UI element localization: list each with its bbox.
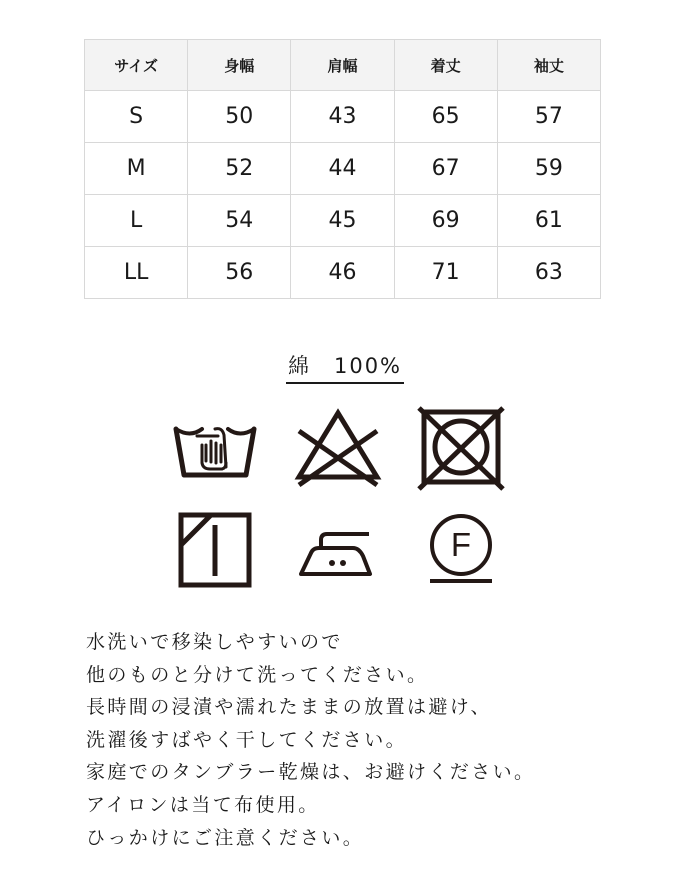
note-line: 長時間の浸漬や濡れたままの放置は避け、 [86, 696, 492, 719]
care-notes [86, 626, 646, 854]
table-cell: 65 [394, 91, 497, 143]
no-tumble-dry-icon [416, 405, 506, 495]
dry-clean-f-icon [416, 508, 506, 598]
header-length: 着丈 [394, 40, 497, 91]
note-line: 洗濯後すばやく干してください。 [86, 728, 408, 751]
note-line: アイロンは当て布使用。 [86, 793, 320, 816]
material-text: 綿 100% [286, 350, 404, 384]
table-cell: 50 [188, 91, 291, 143]
table-cell: 61 [497, 195, 600, 247]
table-cell: 57 [497, 91, 600, 143]
material-label [0, 350, 690, 384]
table-cell: 44 [291, 143, 394, 195]
size-table-header-row [85, 40, 601, 91]
table-row [85, 143, 601, 195]
header-body-width: 身幅 [188, 40, 291, 91]
table-cell: M [85, 143, 188, 195]
hand-wash-icon [170, 405, 260, 495]
header-sleeve-length: 袖丈 [497, 40, 600, 91]
table-row [85, 195, 601, 247]
table-cell: 67 [394, 143, 497, 195]
table-cell: 54 [188, 195, 291, 247]
size-table [84, 39, 601, 299]
table-cell: 46 [291, 247, 394, 299]
dry-clean-letter: F [450, 526, 472, 563]
table-cell: 52 [188, 143, 291, 195]
table-cell: 59 [497, 143, 600, 195]
table-cell: 56 [188, 247, 291, 299]
table-cell: 63 [497, 247, 600, 299]
table-cell: 71 [394, 247, 497, 299]
note-line: 家庭でのタンブラー乾燥は、お避けください。 [86, 761, 536, 784]
header-size: サイズ [85, 40, 188, 91]
table-cell: L [85, 195, 188, 247]
table-cell: 69 [394, 195, 497, 247]
iron-medium-icon [293, 508, 383, 598]
table-cell: 43 [291, 91, 394, 143]
table-row [85, 247, 601, 299]
table-cell: S [85, 91, 188, 143]
table-row [85, 91, 601, 143]
no-bleach-icon [293, 405, 383, 495]
header-shoulder-width: 肩幅 [291, 40, 394, 91]
table-cell: LL [85, 247, 188, 299]
note-line: ひっかけにご注意ください。 [86, 826, 365, 849]
note-line: 水洗いで移染しやすいので [86, 631, 343, 653]
note-line: 他のものと分けて洗ってください。 [86, 663, 429, 686]
shade-dry-icon [170, 508, 260, 598]
table-cell: 45 [291, 195, 394, 247]
